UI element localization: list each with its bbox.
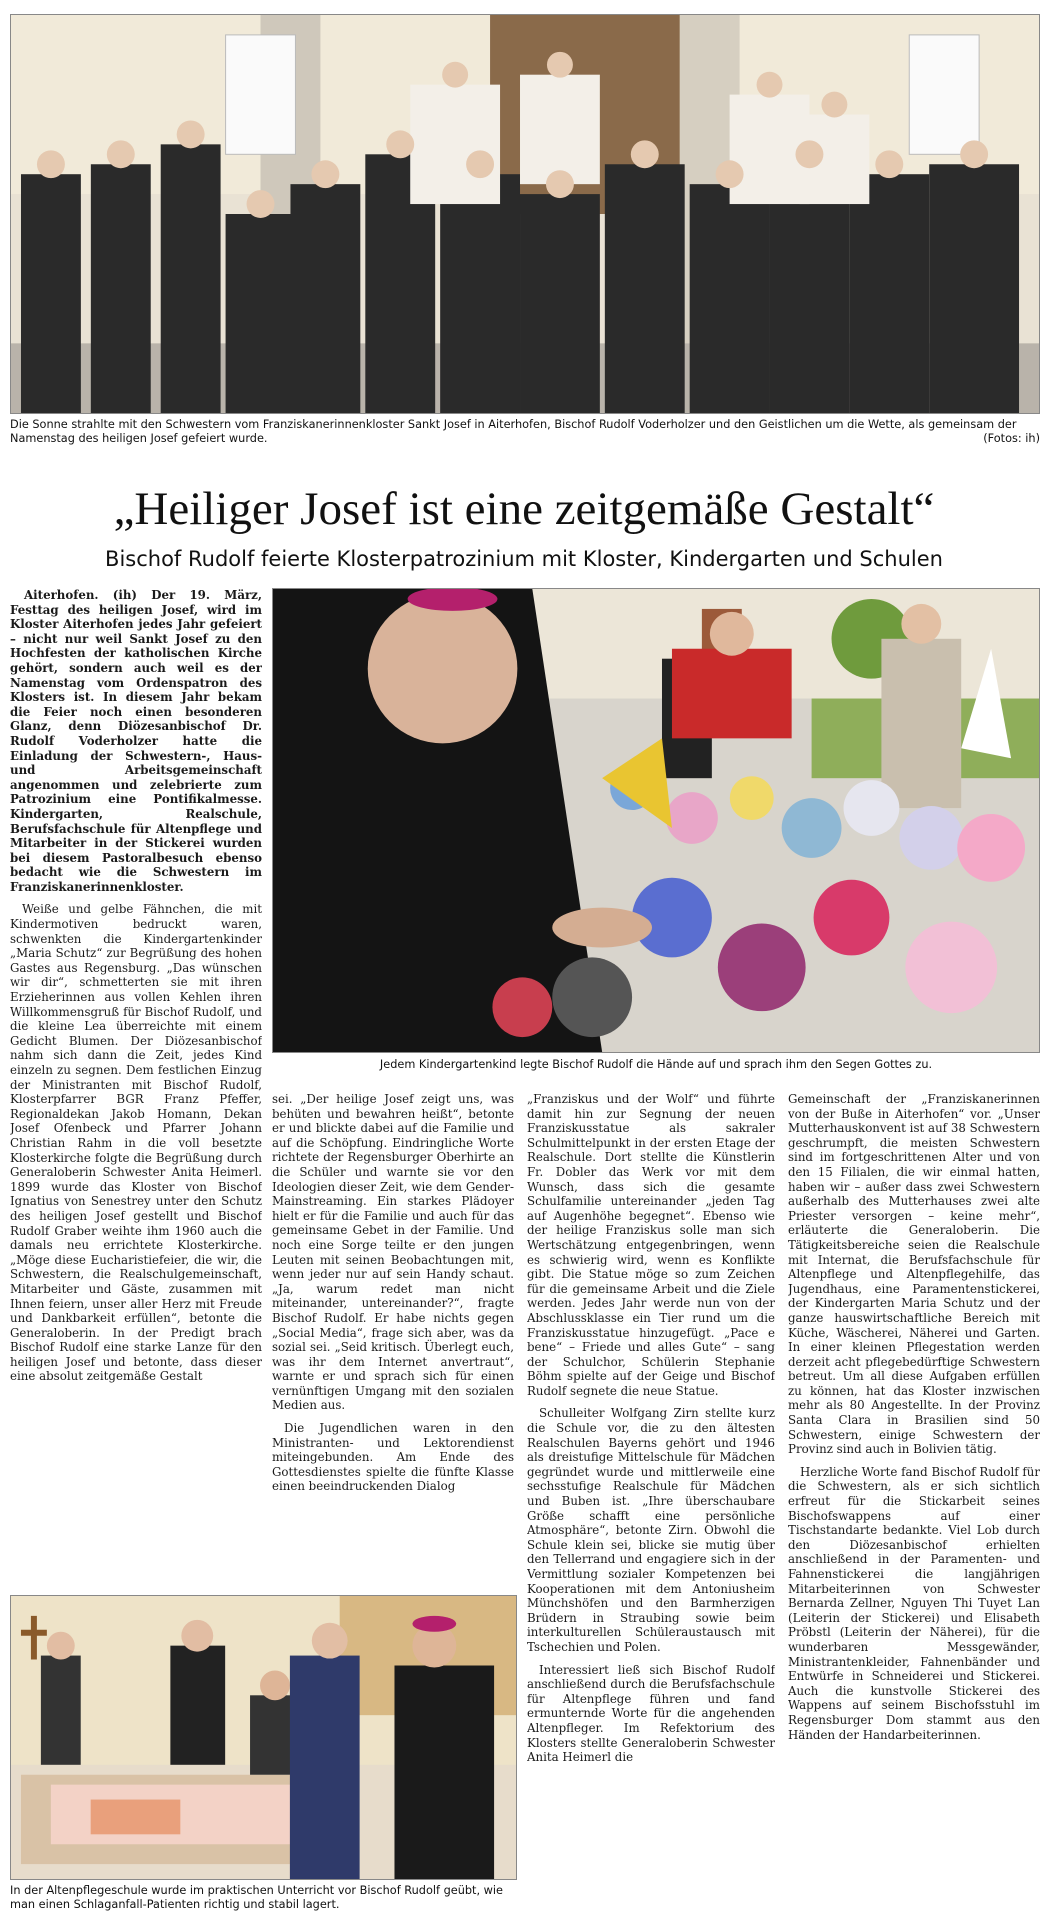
group-photo — [10, 14, 1040, 414]
subheadline: Bischof Rudolf feierte Klosterpatrozinium mit Kloster, Kindergarten und Schulen — [105, 547, 943, 571]
photo-credit: (Fotos: ih) — [983, 431, 1040, 445]
article-column-4 — [788, 1092, 1040, 1912]
article-paragraph: Gemeinschaft der „Franziskanerinnen von der Buße in Aiterhofen“ vor. „Unser Mutterhauskonvent ist auf 38 Schwestern geschrumpft, die meisten Schwestern sind im fortgeschrittenen Alter und von den 15 Filialen, die wir einmal hatten, haben wir – außer dass zwei Schwestern außerhalb des Mutterhauses zwei alte Priester versorgen – keine mehr“, erläuterte die Generaloberin. Die Tätigkeitsbereiche seien die Realschule mit Internat, die Berufsfachschule für Altenpflege und Altenpflegehilfe, das Jugendhaus, eine Paramentenstickerei, der Kindergarten Maria Schutz und der ganze hauswirtschaftliche Bereich mit Küche, Wäscherei, Näherei und Garten. In einer kleinen Pflegestation werden derzeit acht pflegebedürftige Schwestern betreut. Um all diese Aufgaben erfüllen zu können, hat das Kloster inzwischen mehr als 80 Angestellte. In der Provinz Santa Clara in Brasilien sind 50 Schwestern, einige Schwestern der Provinz sind auch in Bolivien tätig. — [788, 1092, 1040, 1457]
article-column-1 — [10, 588, 262, 1588]
kindergarten-photo — [272, 588, 1040, 1053]
kindergarten-photo-caption: Jedem Kindergartenkind legte Bischof Rudolf die Hände auf und sprach ihm den Segen Gottes zu. — [379, 1058, 933, 1071]
article-paragraph: Die Jugendlichen waren in den Ministranten- und Lektorendienst miteingebunden. Am Ende des Gottesdienstes spielte die fünfte Klasse einen beeindruckenden Dialog — [272, 1421, 514, 1494]
nursing-school-photo-image — [11, 1596, 516, 1879]
group-photo-caption — [10, 418, 1040, 445]
article-column-3 — [527, 1092, 775, 1912]
nursing-school-photo — [10, 1595, 517, 1880]
article-paragraph: Weiße und gelbe Fähnchen, die mit Kindermotiven bedruckt waren, schwenkten die Kindergartenkinder „Maria Schutz“ zur Begrüßung des hohen Gastes aus Regensburg. „Das wünschen wir dir“, schmetterten sie mit ihren Erzieherinnen aus vollen Kehlen ihren Willkommensgruß für Bischof Rudolf, und die kleine Lea überreichte mit einem Gedicht Blumen. Der Diözesanbischof nahm sich dann die Zeit, jedes Kind einzeln zu segnen. Dem festlichen Einzug der Ministranten mit Bischof Rudolf, Klosterpfarrer BGR Franz Pfeffer, Regionaldekan Jakob Homann, Dekan Josef Ofenbeck und Pfarrer Johann Christian Rahm in die voll besetzte Klosterkirche folgte die Begrüßung durch Generaloberin Schwester Anita Heimerl. 1899 wurde das Kloster von Bischof Ignatius von Senestrey unter den Schutz des heiligen Josef gestellt und Bischof Rudolf Graber weihte ihm 1960 auch die damals neu errichtete Klosterkirche. „Möge diese Eucharistiefeier, die wir, die Schwestern, die Realschulgemeinschaft, Mitarbeiter und Gäste, zusammen mit Ihnen feiern, unser aller Herz mit Freude und Dankbarkeit erfüllen“, betonte die Generaloberin. In der Predigt brach Bischof Rudolf eine starke Lanze für den heiligen Josef und betonte, dass dieser eine absolut zeitgemäße Gestalt — [10, 902, 262, 1384]
article-column-2 — [272, 1092, 514, 1587]
article-paragraph: sei. „Der heilige Josef zeigt uns, was behüten und bewahren heißt“, betonte er und blickte dabei auf die Familie und auf die Schöpfung. Eindringliche Worte richtete der Regensburger Oberhirte an die Schüler und warnte sie vor den Ideologien dieser Zeit, wie dem Gender-Mainstreaming. Ein starkes Plädoyer hielt er für die Familie und auch für das gemeinsame Gebet in der Familie. Und noch eine Sorge teilte er den jungen Leuten mit seinen Beobachtungen mit, wenn jeder nur auf sein Handy schaut. „Ja, warum redet man nicht miteinander, untereinander?“, fragte Bischof Rudolf. Er habe nichts gegen „Social Media“, frage sich aber, was da sozial sei. „Seid kritisch. Überlegt euch, was ihr dem Internet anvertraut“, warnte er und sprach sich für einen vernünftigen Umgang mit den sozialen Medien aus. — [272, 1092, 514, 1413]
article-paragraph: Schulleiter Wolfgang Zirn stellte kurz die Schule vor, die zu den ältesten Realschulen Bayerns gehört und 1946 als dreistufige Mittelschule für Mädchen gegründet wurde und mittlerweile eine sechsstufige Realschule für Mädchen und Buben ist. „Ihre überschaubare Größe schafft eine persönliche Atmosphäre“, betonte Zirn. Obwohl die Schule klein sei, blicke sie mutig über den Tellerrand und engagiere sich in der Vermittlung sozialer Kompetenzen bei Kooperationen mit dem Antoniusheim Münchshöfen und den Barmherzigen Brüdern in Straubing sowie beim interkulturellen Schüleraustausch mit Tschechien und Polen. — [527, 1406, 775, 1654]
group-photo-image — [11, 15, 1039, 413]
article-paragraph: „Franziskus und der Wolf“ und führte damit hin zur Segnung der neuen Franziskusstatue als sakraler Schulmittelpunkt in der ersten Etage der Realschule. Dort stellte die Künstlerin Fr. Dobler das Werk vor mit dem Wunsch, dass sich die gesamte Schulfamilie untereinander „jeden Tag auf Augenhöhe begegnet“. Ebenso wie der heilige Franziskus solle man sich Wertschätzung entgegenbringen, wenn es schwierig wird, wenn es Konflikte gibt. Die Statue möge so zum Zeichen für die gemeinsame Arbeit und die Ziele werden. Jedes Jahr werde nun von der Abschlussklasse ein Tier rund um die Franziskusstatue hinzugefügt. „Pace e bene“ – Friede und alles Gute“ – sang der Schulchor, Schülerin Stephanie Böhm spielte auf der Geige und Bischof Rudolf segnete die neue Statue. — [527, 1092, 775, 1398]
kindergarten-photo-image — [273, 589, 1039, 1052]
article-paragraph: Interessiert ließ sich Bischof Rudolf anschließend durch die Berufsfachschule für Altenpflege führen und fand ermunternde Worte für die angehenden Altenpfleger. Im Refektorium des Klosters stellte Generaloberin Schwester Anita Heimerl die — [527, 1662, 775, 1765]
article-lead: Aiterhofen. (ih) Der 19. März, Festtag des heiligen Josef, wird im Kloster Aiterhofen jedes Jahr gefeiert – nicht nur weil Sankt Josef zu den Hochfesten der katholischen Kirche gehört, sondern auch weil es der Namenstag vom Ordenspatron des Klosters ist. In diesem Jahr bekam die Feier noch einen besonderen Glanz, denn Diözesanbischof Dr. Rudolf Voderholzer hatte die Einladung der Schwestern-, Haus- und Arbeitsgemeinschaft angenommen und zelebrierte zum Patrozinium eine Pontifikalmesse. Kindergarten, Realschule, Berufsfachschule für Altenpflege und Mitarbeiter in der Stickerei wurden bei diesem Pastoralbesuch ebenso bedacht wie die Schwestern im Franziskanerinnenkloster. — [10, 588, 262, 894]
article-paragraph: Herzliche Worte fand Bischof Rudolf für die Schwestern, als er sich sichtlich erfreut für die Stickarbeit seines Bischofswappens auf einer Tischstandarte bedankte. Viel Lob durch den Diözesanbischof erhielten anschließend in der Paramenten- und Fahnenstickerei die langjährigen Mitarbeiterinnen von Schwester Bernarda Zellner, Nguyen Thi Tuyet Lan (Leiterin der Stickerei) und Elisabeth Pröbstl (Leiterin der Näherei), für die wunderbaren Messgewänder, Ministrantenkleider, Fahnenbänder und Entwürfe in Schneiderei und Stickerei. Auch die kunstvolle Stickerei des Wappens auf seinem Bischofsstuhl im Regensburger Dom stammt aus den Händen der Handarbeiterinnen. — [788, 1464, 1040, 1742]
headline: „Heiliger Josef ist eine zeitgemäße Gestalt“ — [113, 483, 935, 535]
group-photo-caption-text: Die Sonne strahlte mit den Schwestern vom Franziskanerinnenkloster Sankt Josef in Aiterhofen, Bischof Rudolf Voderholzer und den Geistlichen um die Wette, als gemeinsam der Namenstag des heiligen Josef gefeiert wurde. — [10, 418, 1017, 445]
nursing-school-photo-caption: In der Altenpflegeschule wurde im praktischen Unterricht vor Bischof Rudolf geübt, wie man einen Schlaganfall-Patienten richtig und stabil lagert. — [10, 1884, 503, 1911]
